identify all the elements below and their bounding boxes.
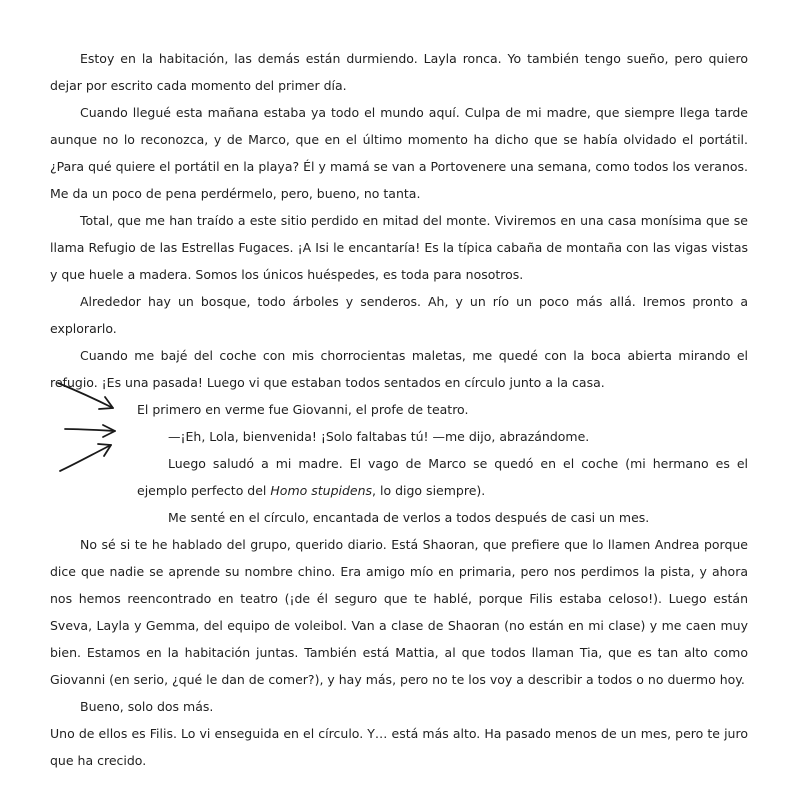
arrow-icon <box>65 429 115 431</box>
block-line: El primero en verme fue Giovanni, el profe de teatro. <box>137 402 469 417</box>
arrow-icon <box>58 383 113 408</box>
paragraph: Estoy en la habitación, las demás están durmiendo. Layla ronca. Yo también tengo sueño, pero quiero dejar por escrito cada momento del primer día. <box>50 51 748 93</box>
block-text: Luego saludó a mi madre. El vago de Marco se quedó en el coche (mi hermano es el ejemplo perfecto del <box>137 456 748 498</box>
block-line: —¡Eh, Lola, bienvenida! ¡Solo faltabas tú! —me dijo, abrazándome. <box>168 429 590 444</box>
paragraph: Bueno, solo dos más. <box>80 699 214 714</box>
paragraph: Uno de ellos es Filis. Lo vi enseguida en el círculo. Y… está más alto. Ha pasado menos de un mes, pero te juro que ha crecido. <box>50 726 748 768</box>
paragraph: Cuando llegué esta mañana estaba ya todo el mundo aquí. Culpa de mi madre, que siempre llega tarde aunque no lo reconozca, y de Marco, que en el último momento ha dicho que se había olvidado el portátil. ¿Para qué quiere el portátil en la playa? Él y mamá se van a Portovenere una semana, como todos los veranos. Me da un poco de pena perdérmelo, pero, bueno, no tanta. <box>50 105 748 201</box>
paragraph: Total, que me han traído a este sitio perdido en mitad del monte. Viviremos en una casa monísima que se llama Refugio de las Estrellas Fugaces. ¡A Isi le encantaría! Es la típica cabaña de montaña con las vigas vistas y que huele a madera. Somos los únicos huéspedes, es toda para nosotros. <box>50 213 748 282</box>
paragraph: Cuando me bajé del coche con mis chorrocientas maletas, me quedé con la boca abierta mirando el refugio. ¡Es una pasada! Luego vi que estaban todos sentados en círculo junto a la casa. <box>50 348 748 390</box>
block-line: Me senté en el círculo, encantada de verlos a todos después de casi un mes. <box>168 510 650 525</box>
paragraph: No sé si te he hablado del grupo, querido diario. Está Shaoran, que prefiere que lo llamen Andrea porque dice que nadie se aprende su nombre chino. Era amigo mío en primaria, pero nos perdimos la pista, y ahora nos hemos reencontrado en teatro (¡de él seguro que te hablé, porque Filis estaba celoso!). Luego están Sveva, Layla y Gemma, del equipo de voleibol. Van a clase de Shaoran (no están en mi clase) y me caen muy bien. Estamos en la habitación juntas. También está Mattia, al que todos llaman Tia, que es tan alto como Giovanni (en serio, ¿qué le dan de comer?), y hay más, pero no te los voy a describir a todos o no duermo hoy. <box>50 537 748 687</box>
handwritten-arrows-annotation <box>55 375 125 480</box>
block-text: , lo digo siempre). <box>372 483 486 498</box>
italic-term: Homo stupidens <box>270 483 373 498</box>
paragraph: Alrededor hay un bosque, todo árboles y senderos. Ah, y un río un poco más allá. Iremos pronto a explorarlo. <box>50 294 748 336</box>
block-line <box>137 450 748 504</box>
arrow-icon <box>60 445 111 471</box>
document-page <box>50 45 748 774</box>
